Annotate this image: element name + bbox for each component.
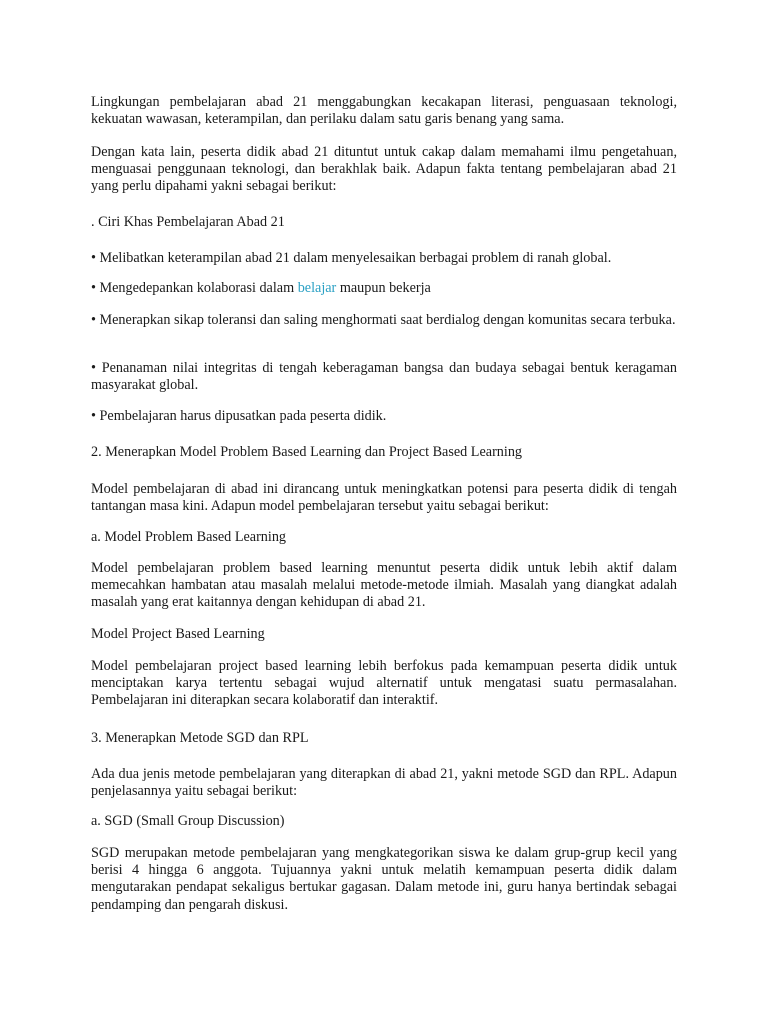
section-2b-paragraph: Model pembelajaran project based learning lebih berfokus pada kemampuan peserta didik untuk menciptakan karya tertentu sebagai wujud alternatif untuk mengatasi suatu permasalahan. Pembelajaran ini diterapkan secara kolaboratif dan interaktif. (91, 658, 677, 709)
section-3a-paragraph: SGD merupakan metode pembelajaran yang mengkategorikan siswa ke dalam grup-grup kecil yang berisi 4 hingga 6 anggota. Tujuannya yakni untuk melatih kemampuan peserta didik dalam mengutarakan pendapat sekaligus bertukar gagasan. Dalam metode ini, guru hanya bertindak sebagai pendamping dan pengarah diskusi. (91, 845, 677, 913)
section-2-paragraph: Model pembelajaran di abad ini dirancang untuk meningkatkan potensi para peserta didik di tengah tantangan masa kini. Adapun model pembelajaran tersebut yaitu sebagai berikut: (91, 481, 677, 515)
subheading-2b: Model Project Based Learning (91, 626, 265, 642)
bullet-item-1: • Melibatkan keterampilan abad 21 dalam menyelesaikan berbagai problem di ranah global. (91, 250, 612, 266)
bullet-item-2-text-after: maupun bekerja (336, 280, 431, 296)
bullet-item-4: • Penanaman nilai integritas di tengah keberagaman bangsa dan budaya sebagai bentuk keragaman masyarakat global. (91, 360, 677, 394)
section-3-paragraph: Ada dua jenis metode pembelajaran yang diterapkan di abad 21, yakni metode SGD dan RPL. Adapun penjelasannya yaitu sebagai berikut: (91, 766, 677, 800)
section-heading-1: . Ciri Khas Pembelajaran Abad 21 (91, 214, 285, 230)
belajar-link[interactable]: belajar (297, 280, 337, 296)
section-heading-3: 3. Menerapkan Metode SGD dan RPL (91, 730, 309, 746)
section-heading-2: 2. Menerapkan Model Problem Based Learning dan Project Based Learning (91, 444, 523, 460)
intro-paragraph-2: Dengan kata lain, peserta didik abad 21 dituntut untuk cakap dalam memahami ilmu pengetahuan, menguasai penggunaan teknologi, dan berakhlak baik. Adapun fakta tentang pembelajaran abad 21 yang perlu dipahami yakni sebagai berikut: (91, 144, 677, 195)
bullet-item-3: • Menerapkan sikap toleransi dan saling menghormati saat berdialog dengan komunitas secara terbuka. (91, 312, 676, 328)
section-2a-paragraph: Model pembelajaran problem based learning menuntut peserta didik untuk lebih aktif dalam memecahkan hambatan atau masalah melalui metode-metode ilmiah. Masalah yang diangkat adalah masalah yang erat kaitannya dengan kehidupan di abad 21. (91, 560, 677, 611)
intro-paragraph-1: Lingkungan pembelajaran abad 21 menggabungkan kecakapan literasi, penguasaan teknologi, kekuatan wawasan, keterampilan, dan perilaku dalam satu garis benang yang sama. (91, 94, 677, 128)
subheading-2a: a. Model Problem Based Learning (91, 529, 287, 545)
subheading-3a: a. SGD (Small Group Discussion) (91, 813, 285, 829)
bullet-item-5: • Pembelajaran harus dipusatkan pada peserta didik. (91, 408, 387, 424)
bullet-item-2-text-before: • Mengedepankan kolaborasi dalam (91, 280, 298, 296)
bullet-item-2 (91, 280, 677, 297)
